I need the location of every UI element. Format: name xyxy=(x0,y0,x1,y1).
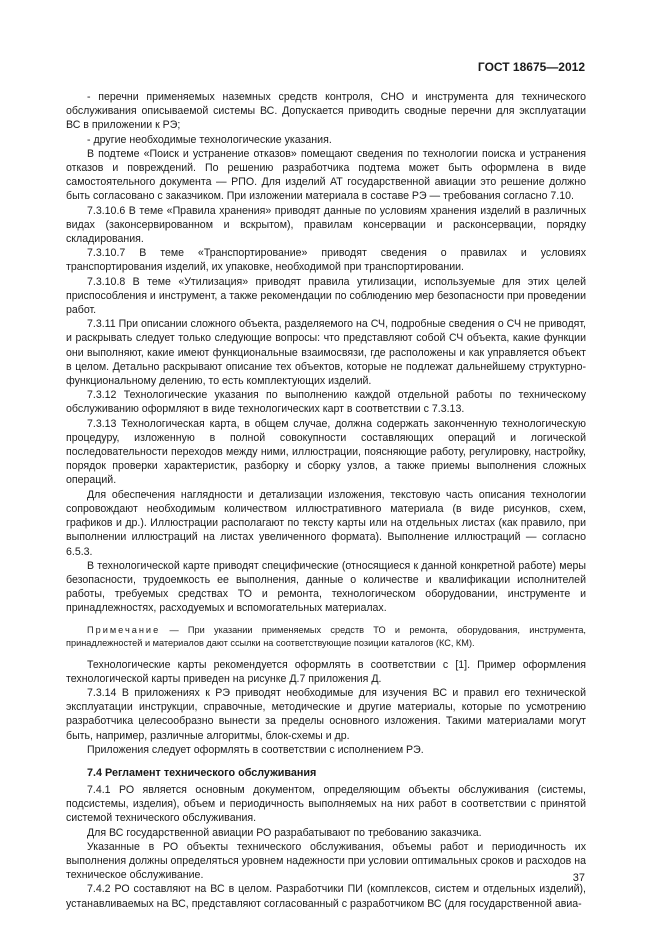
paragraph: Для ВС государственной авиации РО разрабатывают по требованию заказчика. xyxy=(87,826,482,839)
paragraph: - другие необходимые технологические указания. xyxy=(87,133,332,146)
note xyxy=(66,624,586,650)
paragraph: - перечни применяемых наземных средств контроля, СНО и инструмента для технического обслуживания описываемой системы ВС. Допускается приводить сводные перечни для эксплуатации ВС в приложении к РЭ; xyxy=(66,91,586,132)
paragraph: 7.3.11 При описании сложного объекта, разделяемого на СЧ, подробные сведения о СЧ не приводят, и раскрывать следует только следующие вопросы: что представляют собой СЧ объекта, какие функции они выполняют, какие имеют функциональные взаимосвязи, где расположены и как управляется объект в целом. Детально раскрывают описание тех объектов, которые не подлежат дальнейшему структурно-функциональному делению, то есть комплектующих изделий. xyxy=(66,318,586,388)
paragraph: Указанные в РО объекты технического обслуживания, объемы работ и периодичность их выполнения должны определяться уровнем надежности при условии оптимальных сроков и расходов на техническое обслуживание. xyxy=(66,840,586,882)
paragraph: 7.3.10.6 В теме «Правила хранения» приводят данные по условиям хранения изделий в различных видах (законсервированном и вскрытом), правилам консервации и расконсервации, порядку складирования. xyxy=(66,204,586,246)
paragraph: 7.4.2 РО составляют на ВС в целом. Разработчики ПИ (комплексов, систем и отдельных изделий), устанавливаемых на ВС, представляют согласованный с разработчиком ВС (для государственной авиа- xyxy=(66,883,586,910)
paragraph: 7.3.10.7 В теме «Транспортирование» приводят сведения о правилах и условиях транспортирования изделий, их упаковке, необходимой при транспортировании. xyxy=(66,247,586,274)
paragraph: 7.4.1 РО является основным документом, определяющим объекты обслуживания (системы, подсистемы, изделия), объем и периодичность выполняемых на них работ в соответствии с принятой системой технического обслуживания. xyxy=(66,783,586,825)
paragraph: В подтеме «Поиск и устранение отказов» помещают сведения по технологии поиска и устранения отказов и повреждений. По решению разработчика подтема может быть оформлена в виде самостоятельного документа — РПО. Для изделий АТ государственной авиации это решение должно быть согласовано с заказчиком. При изложении материала в составе РЭ — требования согласно 7.10. xyxy=(66,147,586,203)
standard-header: ГОСТ 18675—2012 xyxy=(477,60,585,74)
paragraph: 7.3.12 Технологические указания по выполнению каждой отдельной работы по техническому обслуживанию оформляют в виде технологических карт в соответствии с 7.3.13. xyxy=(66,389,586,416)
note-text: — При указании применяемых средств ТО и ремонта, оборудования, инструмента, принадлежностей и материалов дают ссылки на соответствующие позиции каталогов (КС, КМ). xyxy=(66,624,586,648)
paragraph: Технологические карты рекомендуется оформлять в соответствии с [1]. Пример оформления технологической карты приведен на рисунке Д.7 приложения Д. xyxy=(66,658,586,685)
body-text xyxy=(66,90,586,911)
paragraph: 7.3.10.8 В теме «Утилизация» приводят правила утилизации, используемые для этих целей приспособления и инструмент, а также рекомендации по соблюдению мер безопасности при проведении работ. xyxy=(66,275,586,317)
paragraph: В технологической карте приводят специфические (относящиеся к данной конкретной работе) меры безопасности, трудоемкость ее выполнения, данные о количестве и квалификации исполнителей работы, требуемых средствах ТО и ремонта, технологическом оборудовании, инструменте и принадлежностях, расходуемых и вспомогательных материалах. xyxy=(66,559,586,615)
paragraph: 7.3.13 Технологическая карта, в общем случае, должна содержать законченную технологическую процедуру, изложенную в полной совокупности составляющих операций и логической последовательности переходов между ними, иллюстрации, поясняющие работу, регулировку, настройку, порядок проверки характеристик, разборку и сборку узлов, а также приемы выполнения сложных операций. xyxy=(66,417,586,487)
page-number: 37 xyxy=(572,872,585,884)
paragraph: Приложения следует оформлять в соответствии с исполнением РЭ. xyxy=(87,743,424,756)
paragraph: 7.3.14 В приложениях к РЭ приводят необходимые для изучения ВС и правил его технической эксплуатации инструкции, справочные, методические и другие материалы, которые по усмотрению разработчика целесообразно вынести за пределы основного изложения. Такими материалами могут быть, например, различные алгоритмы, блок-схемы и др. xyxy=(66,686,586,742)
note-label: Примечание xyxy=(87,624,161,635)
paragraph: Для обеспечения наглядности и детализации изложения, текстовую часть описания технологии сопровождают необходимым количеством иллюстративного материала (в виде рисунков, схем, графиков и др.). Иллюстрации располагают по тексту карты или на отдельных листах (как правило, при выполнении иллюстраций на листах увеличенного формата). Выполнение иллюстраций — согласно 6.5.3. xyxy=(66,488,586,558)
section-heading: 7.4 Регламент технического обслуживания xyxy=(87,766,317,779)
